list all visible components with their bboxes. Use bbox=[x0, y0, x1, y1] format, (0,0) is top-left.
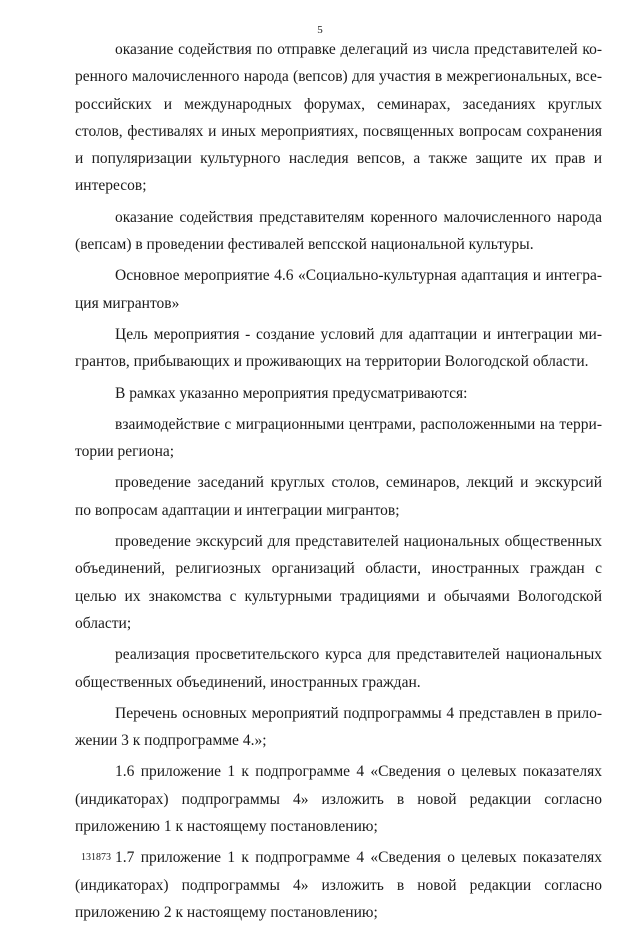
paragraph-item-1-7: 1.7 приложение 1 к подпрограмме 4 «Сведения о целевых показателях (индикаторах) подпрограммы 4» изложить в новой редакции согласно приложению 2 к настоящему постановлению; bbox=[75, 849, 602, 921]
paragraph-delegations: оказание содействия по отправке делегаций из числа представителей коренного малочисленного народа (вепсов) для участия в межрегиональных, всероссийских и международных форумах, семинарах, заседаниях круглых столов, фестивалях и иных мероприятиях, посвященных вопросам сохранения и популяризации культурного наследия вепсов, а также защите их прав и интересов; bbox=[75, 41, 602, 195]
paragraph-activities-list: Перечень основных мероприятий подпрограммы 4 представлен в приложении 3 к подпрограмме 4.»; bbox=[75, 704, 602, 750]
document-code: 131873 bbox=[81, 852, 111, 863]
paragraph-main-activity-4-6: Основное мероприятие 4.6 «Социально-культурная адаптация и интеграция мигрантов» bbox=[75, 267, 602, 312]
document-body bbox=[75, 36, 602, 930]
paragraph-migration-centers: взаимодействие с миграционными центрами, расположенными на территории региона; bbox=[75, 415, 602, 461]
paragraph-activity-goal: Цель мероприятия - создание условий для адаптации и интеграции мигрантов, прибывающих и проживающих на территории Вологодской области. bbox=[75, 325, 602, 371]
paragraph-educational-course: реализация просветительского курса для представителей национальных общественных объединений, иностранных граждан. bbox=[75, 646, 602, 691]
paragraph-item-1-6: 1.6 приложение 1 к подпрограмме 4 «Сведения о целевых показателях (индикаторах) подпрограммы 4» изложить в новой редакции согласно приложению 1 к настоящему постановлению; bbox=[75, 763, 602, 836]
paragraph-excursions: проведение экскурсий для представителей национальных общественных объединений, религиозных организаций области, иностранных граждан с целью их знакомства с культурными традициями и обычаями Вологодской области; bbox=[75, 533, 602, 632]
page-number: 5 bbox=[317, 24, 323, 36]
paragraph-round-tables: проведение заседаний круглых столов, семинаров, лекций и экскурсий по вопросам адаптации и интеграции мигрантов; bbox=[75, 474, 602, 519]
paragraph-festivals: оказание содействия представителям коренного малочисленного народа (вепсам) в проведении фестивалей вепсской национальной культуры. bbox=[75, 208, 602, 254]
paragraph-provisions-intro: В рамках указанно мероприятия предусматриваются: bbox=[115, 384, 468, 402]
